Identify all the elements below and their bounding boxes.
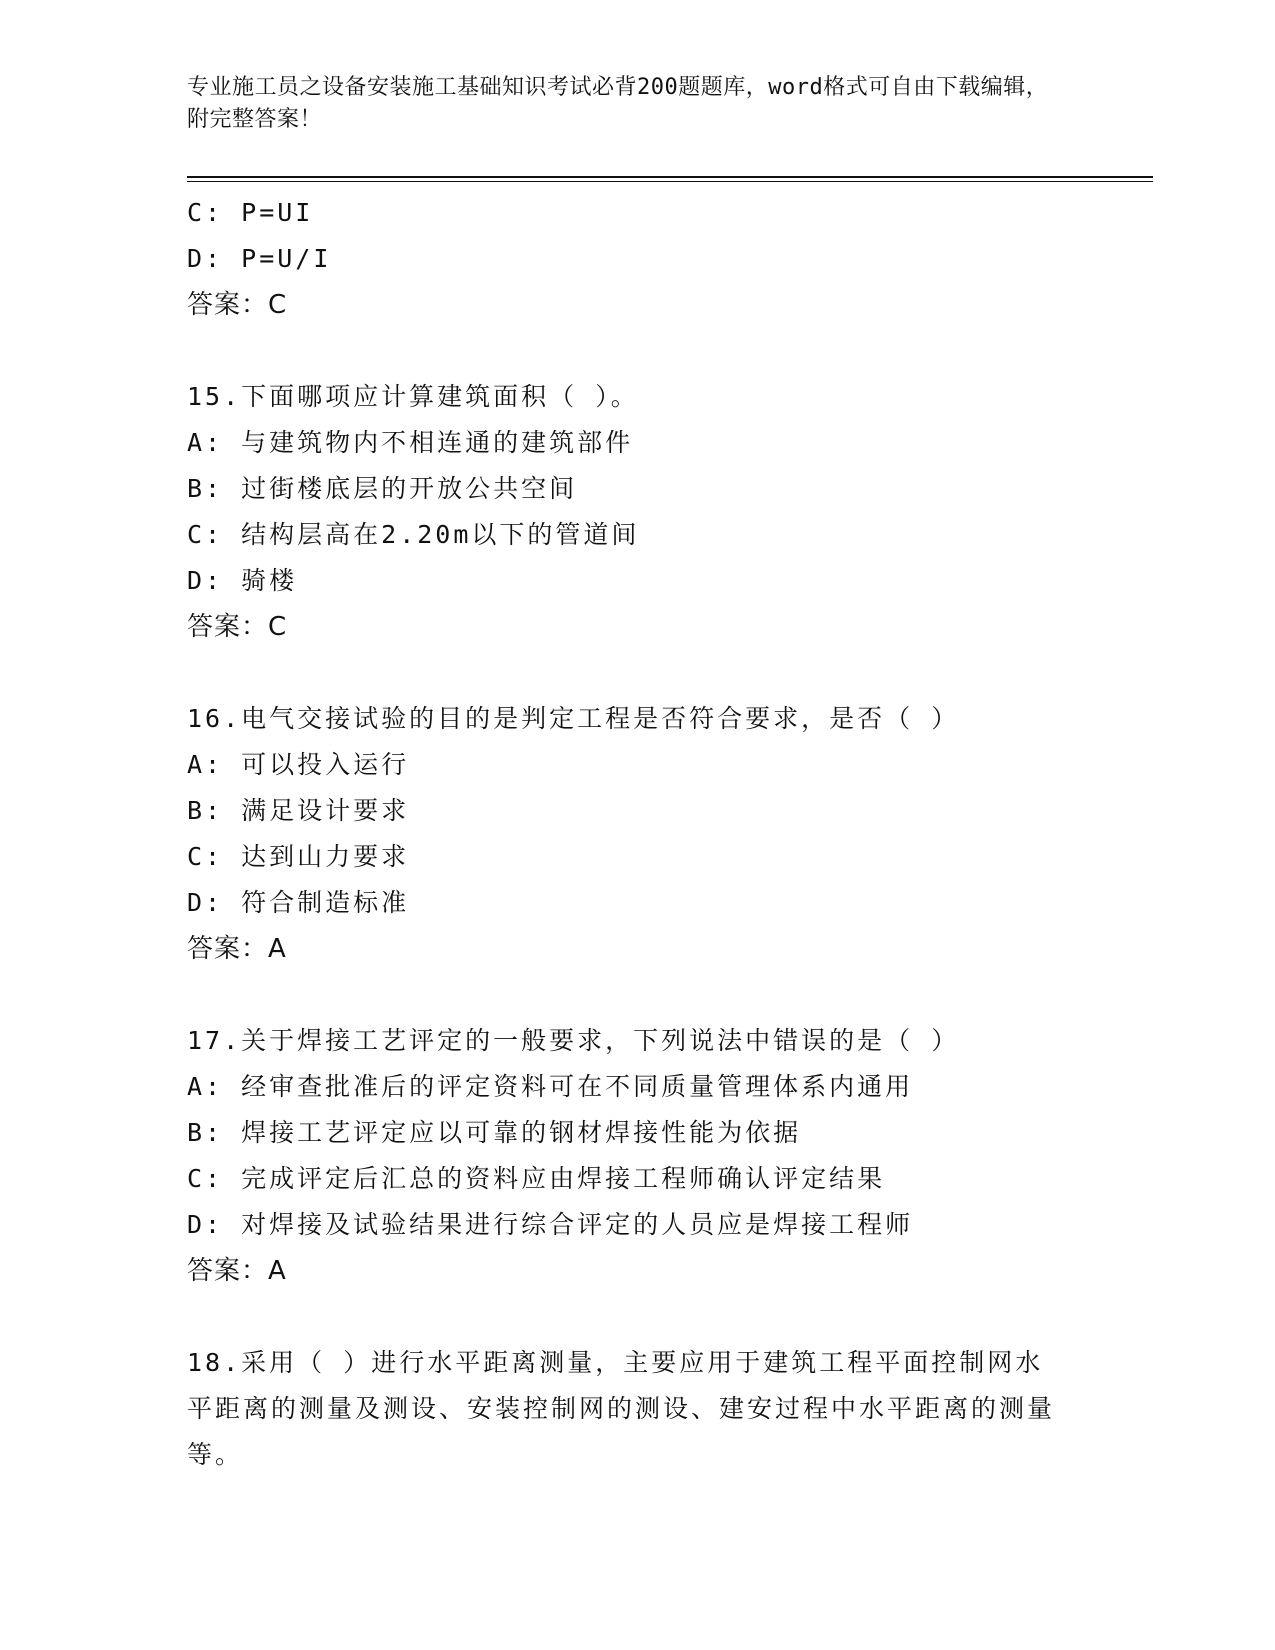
- option-d: D: P=U/I: [187, 244, 332, 273]
- header-title: 专业施工员之设备安装施工基础知识考试必背200题题库，word格式可自由下载编辑，附完整答案！: [187, 75, 1049, 132]
- spacer: [187, 328, 1087, 374]
- question-17: [187, 1018, 1087, 1294]
- option-c: C: 达到山力要求: [187, 842, 410, 871]
- option-a: A: 经审查批准后的评定资料可在不同质量管理体系内通用: [187, 1072, 914, 1101]
- question-16: [187, 696, 1087, 972]
- question-18: [187, 1340, 1087, 1478]
- spacer: [187, 650, 1087, 696]
- option-c: C: P=UI: [187, 198, 314, 227]
- option-b: B: 过街楼底层的开放公共空间: [187, 474, 578, 503]
- option-b: B: 焊接工艺评定应以可靠的钢材焊接性能为依据: [187, 1118, 802, 1147]
- answer-line: 答案：A: [187, 1256, 287, 1286]
- spacer: [187, 972, 1087, 1018]
- answer-line: 答案：C: [187, 290, 288, 320]
- question-stem: 15.下面哪项应计算建筑面积（ ）。: [187, 382, 639, 411]
- answer-line: 答案：C: [187, 612, 288, 642]
- question-stem: 18.采用（ ）进行水平距离测量，主要应用于建筑工程平面控制网水平距离的测量及测设、安装控制网的测设、建安过程中水平距离的测量等。: [187, 1348, 1056, 1469]
- option-d: D: 骑楼: [187, 566, 298, 595]
- spacer: [187, 1294, 1087, 1340]
- header-rule-thick: [187, 176, 1153, 178]
- option-a: A: 可以投入运行: [187, 750, 410, 779]
- option-d: D: 符合制造标准: [187, 888, 410, 917]
- option-c: C: 完成评定后汇总的资料应由焊接工程师确认评定结果: [187, 1164, 886, 1193]
- header-rule-thin: [187, 181, 1153, 182]
- question-15: [187, 374, 1087, 650]
- document-header: [187, 72, 1067, 136]
- answer-line: 答案：A: [187, 934, 287, 964]
- question-stem: 16.电气交接试验的目的是判定工程是否符合要求，是否（ ）: [187, 704, 960, 733]
- option-c: C: 结构层高在2.20m以下的管道间: [187, 520, 640, 549]
- option-d: D: 对焊接及试验结果进行综合评定的人员应是焊接工程师: [187, 1210, 914, 1239]
- question-list: [187, 190, 1087, 1478]
- question-14-continued: [187, 190, 1087, 328]
- option-a: A: 与建筑物内不相连通的建筑部件: [187, 428, 634, 457]
- option-b: B: 满足设计要求: [187, 796, 410, 825]
- question-stem: 17.关于焊接工艺评定的一般要求，下列说法中错误的是（ ）: [187, 1026, 960, 1055]
